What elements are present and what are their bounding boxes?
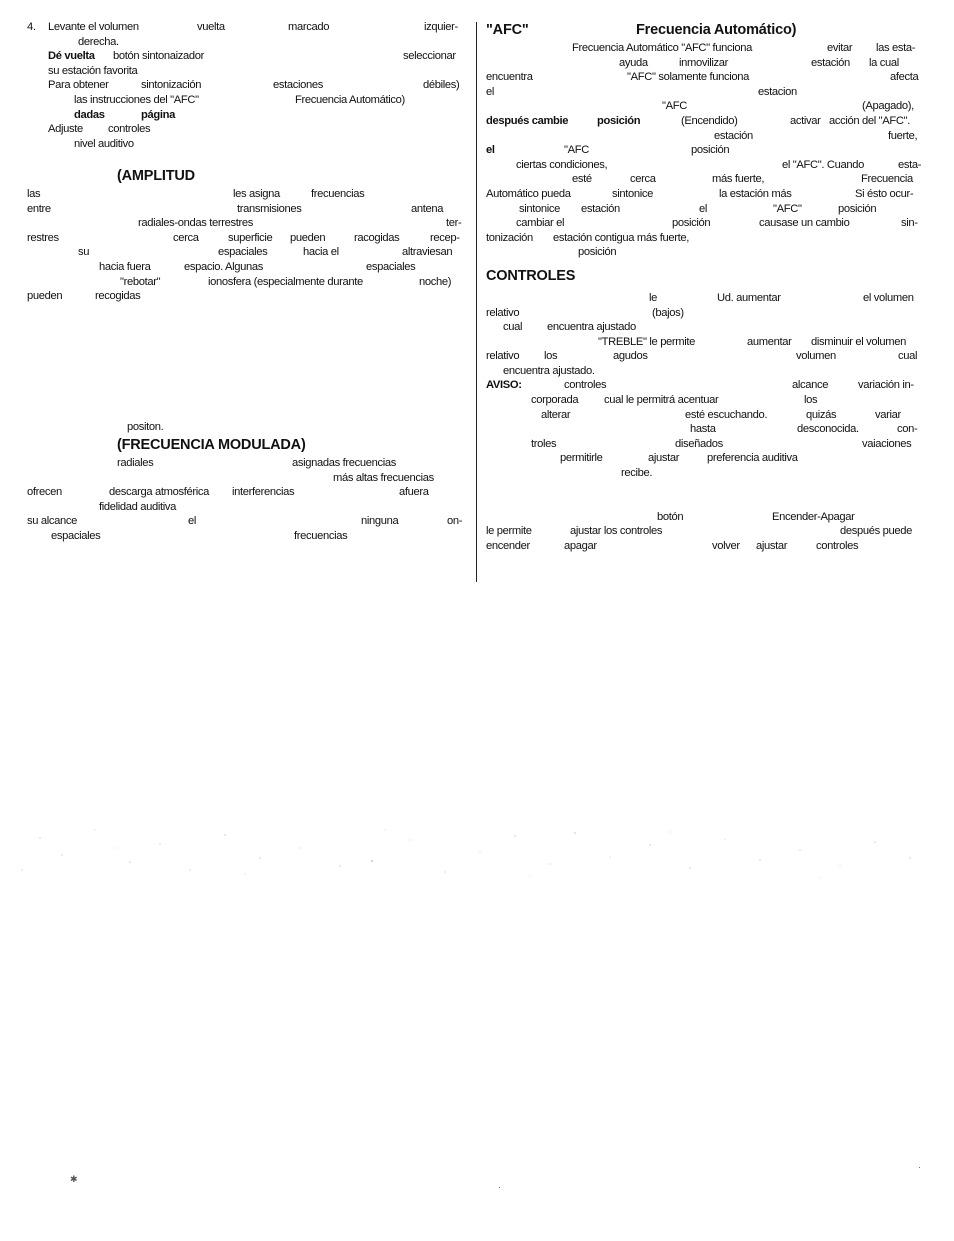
- afc-heading-title: Frecuencia Automático): [636, 22, 797, 38]
- fm-heading: (FRECUENCIA MODULADA): [117, 437, 306, 454]
- am-heading: (AMPLITUD: [117, 167, 195, 184]
- scan-speck: ·: [498, 1182, 501, 1192]
- step-number: 4.: [27, 21, 36, 33]
- controls-heading: CONTROLES: [486, 267, 576, 284]
- scan-noise: [0, 800, 954, 920]
- column-divider: [476, 22, 477, 582]
- scan-speck: ✱: [70, 1174, 78, 1184]
- left-column: 4. Levante el volumen vuelta marcado izquier- derecha. Dé vuelta botón sintonaizador seleccionar su estación favorita Para obtener sintonización estaciones débiles) las instrucciones del "AFC" Frecuencia Automático) dadas página Adjuste controles nivel auditivo (AMPLITUD las les asigna frecuencias entre transmisiones antena radiales-ondas terrestres ter- restres cerca superficie pueden racogidas recep- su espaciales hacia el altraviesan hacia fuera espacio. Algunas espaciales "rebotar" ionosfera (especialmente durante noche) pueden recogidas positon. (FRECUENCIA MODULADA) radiales asignadas frecuencias más altas frecuencias ofrecen descarga atmosférica interferencias afuera fidelidad auditiva su alcance el ninguna on- espaciales frecuencias: [27, 21, 463, 542]
- afc-heading: "AFC": [486, 22, 529, 38]
- right-column: "AFC" Frecuencia Automático) Frecuencia Automático "AFC" funciona evitar las esta- ayuda inmovilizar estación la cual encuentra "AFC" solamente funciona afecta el estacion "AFC (Apagado), después cambie posición (Encendido) activar acción del "AFC". estación fuerte, el "AFC posición ciertas condiciones, el "AFC". Cuando esta- esté cerca más fuerte, Frecuencia Automático pueda sintonice la estación más Si ésto ocur- sintonice estación el "AFC" posición cambiar el posición causase un cambio sin- tonización estación contigua más fuerte, posición CONTROLES le Ud. aumentar el volumen relativo (bajos) cual encuentra ajustado "TREBLE" le permite aumentar disminuir el volumen relativo los agudos volumen cual encuentra ajustado. AVISO: controles alcance variación in- corporada cual le permitrá acentuar los alterar esté escuchando. quizás variar hasta desconocida. con- troles diseñados vaiaciones permitirle ajustar preferencia auditiva recibe. botón Encender-Apagar le permite ajustar los controles después puede encender apagar volver ajustar controles: [486, 22, 922, 552]
- scan-speck: ·: [918, 1162, 921, 1172]
